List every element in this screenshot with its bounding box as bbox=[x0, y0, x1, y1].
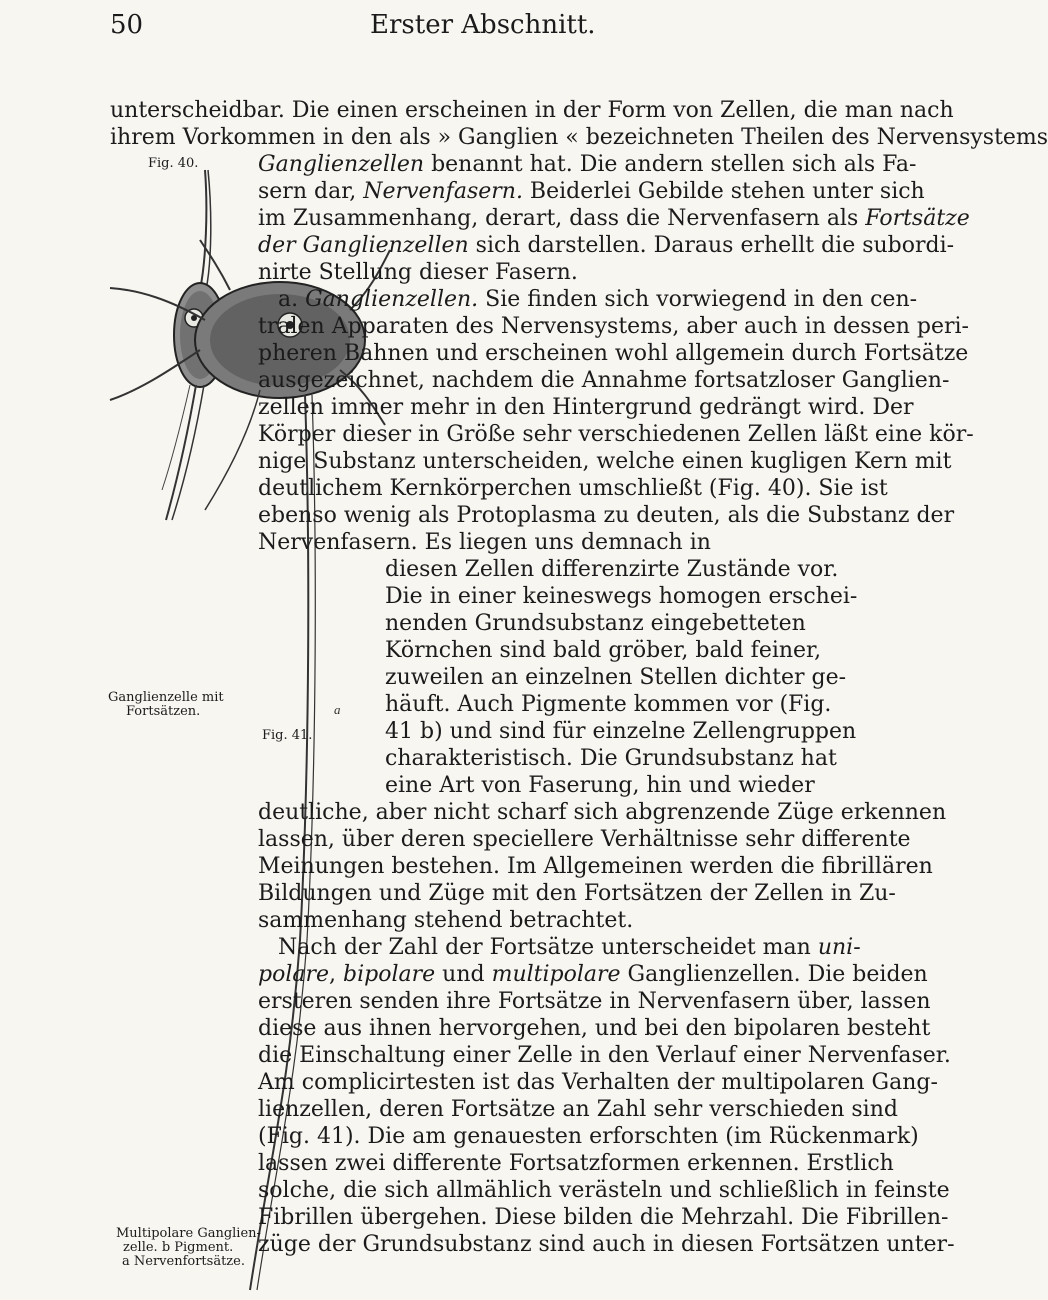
text-line: polare, bipolare und multipolare Ganglienzellen. Die beiden bbox=[258, 962, 928, 987]
text-line: nenden Grundsubstanz eingebetteten bbox=[385, 611, 806, 636]
fig40-caption-line1: Ganglienzelle mit bbox=[108, 690, 224, 705]
text-line: die Einschaltung einer Zelle in den Verlauf einer Nervenfaser. bbox=[258, 1043, 951, 1068]
text-line: Bildungen und Züge mit den Fortsätzen der Zellen in Zu- bbox=[258, 881, 896, 906]
text-line: unterscheidbar. Die einen erscheinen in der Form von Zellen, die man nach bbox=[110, 98, 954, 123]
text-line: der Ganglienzellen sich darstellen. Daraus erhellt die subordi- bbox=[258, 233, 955, 258]
text-line: Nervenfasern. Es liegen uns demnach in bbox=[258, 530, 711, 555]
text-line: ersteren senden ihre Fortsätze in Nervenfasern über, lassen bbox=[258, 989, 931, 1014]
text-line: nirte Stellung dieser Fasern. bbox=[258, 260, 578, 285]
fig41-caption-line2: zelle. b Pigment. bbox=[123, 1240, 234, 1255]
fig41-caption-line3: a Nervenfortsätze. bbox=[122, 1254, 245, 1269]
text-line: eine Art von Faserung, hin und wieder bbox=[385, 773, 815, 798]
text-line: zellen immer mehr in den Hintergrund gedrängt wird. Der bbox=[258, 395, 914, 420]
term-ganglienzellen: Ganglienzellen bbox=[258, 152, 425, 177]
text-line: züge der Grundsubstanz sind auch in diesen Fortsätzen unter- bbox=[258, 1232, 955, 1257]
text-line: deutlichem Kernkörperchen umschließt (Fig. 40). Sie ist bbox=[258, 476, 888, 501]
text-line: 41 b) und sind für einzelne Zellengruppen bbox=[385, 719, 857, 744]
running-head: Erster Abschnitt. bbox=[370, 10, 596, 40]
page-number: 50 bbox=[110, 10, 144, 40]
text-line: Am complicirtesten ist das Verhalten der multipolaren Gang- bbox=[258, 1070, 938, 1095]
term-nervenfasern: Nervenfasern. bbox=[363, 179, 523, 204]
fig40-caption-line2: Fortsätzen. bbox=[126, 704, 201, 719]
text-line: nige Substanz unterscheiden, welche einen kugligen Kern mit bbox=[258, 449, 952, 474]
text-line: Fibrillen übergehen. Diese bilden die Mehrzahl. Die Fibrillen- bbox=[258, 1205, 949, 1230]
section-heading-a: a. Ganglienzellen. Sie finden sich vorwiegend in den cen- bbox=[278, 287, 918, 312]
text-line: (Fig. 41). Die am genauesten erforschten (im Rückenmark) bbox=[258, 1124, 919, 1149]
text-line: lienzellen, deren Fortsätze an Zahl sehr verschieden sind bbox=[258, 1097, 898, 1122]
text-line: solche, die sich allmählich verästeln und schließlich in feinste bbox=[258, 1178, 950, 1203]
text-line: ihrem Vorkommen in den als » Ganglien « bezeichneten Theilen des Nervensystems bbox=[110, 125, 1048, 150]
text-line: Die in einer keineswegs homogen erschei- bbox=[385, 584, 858, 609]
text-line: zuweilen an einzelnen Stellen dichter ge- bbox=[385, 665, 847, 690]
text-line: häuft. Auch Pigmente kommen vor (Fig. bbox=[385, 692, 832, 717]
fig40-label: Fig. 40. bbox=[148, 156, 199, 171]
text-line: lassen zwei differente Fortsatzformen erkennen. Erstlich bbox=[258, 1151, 894, 1176]
text-line: ausgezeichnet, nachdem die Annahme fortsatzloser Ganglien- bbox=[258, 368, 950, 393]
text-line: ebenso wenig als Protoplasma zu deuten, als die Substanz der bbox=[258, 503, 955, 528]
text-line: Ganglienzellen benannt hat. Die andern stellen sich als Fa- bbox=[258, 152, 917, 177]
text-line: charakteristisch. Die Grundsubstanz hat bbox=[385, 746, 837, 771]
text-line: sern dar, Nervenfasern. Beiderlei Gebilde stehen unter sich bbox=[258, 179, 925, 204]
text-line: pheren Bahnen und erscheinen wohl allgemein durch Fortsätze bbox=[258, 341, 969, 366]
text-line: im Zusammenhang, derart, dass die Nervenfasern als Fortsätze bbox=[258, 206, 970, 231]
text-line: diese aus ihnen hervorgehen, und bei den bipolaren besteht bbox=[258, 1016, 931, 1041]
text-line: diesen Zellen differenzirte Zustände vor. bbox=[385, 557, 839, 582]
text-line: deutliche, aber nicht scharf sich abgrenzende Züge erkennen bbox=[258, 800, 947, 825]
text-line: Nach der Zahl der Fortsätze unterscheidet man uni- bbox=[278, 935, 861, 960]
svg-text:a: a bbox=[334, 702, 341, 717]
text-line: Körnchen sind bald gröber, bald feiner, bbox=[385, 638, 822, 663]
text-line: sammenhang stehend betrachtet. bbox=[258, 908, 634, 933]
text-line: tralen Apparaten des Nervensystems, aber auch in dessen peri- bbox=[258, 314, 969, 339]
text-line: lassen, über deren speciellere Verhältnisse sehr differente bbox=[258, 827, 911, 852]
text-line: Meinungen bestehen. Im Allgemeinen werden die fibrillären bbox=[258, 854, 933, 879]
fig41-label: Fig. 41. bbox=[262, 728, 313, 743]
page-header bbox=[110, 10, 730, 44]
fig41-caption-line1: Multipolare Ganglien- bbox=[116, 1226, 261, 1241]
text-line: Körper dieser in Größe sehr verschiedenen Zellen läßt eine kör- bbox=[258, 422, 974, 447]
